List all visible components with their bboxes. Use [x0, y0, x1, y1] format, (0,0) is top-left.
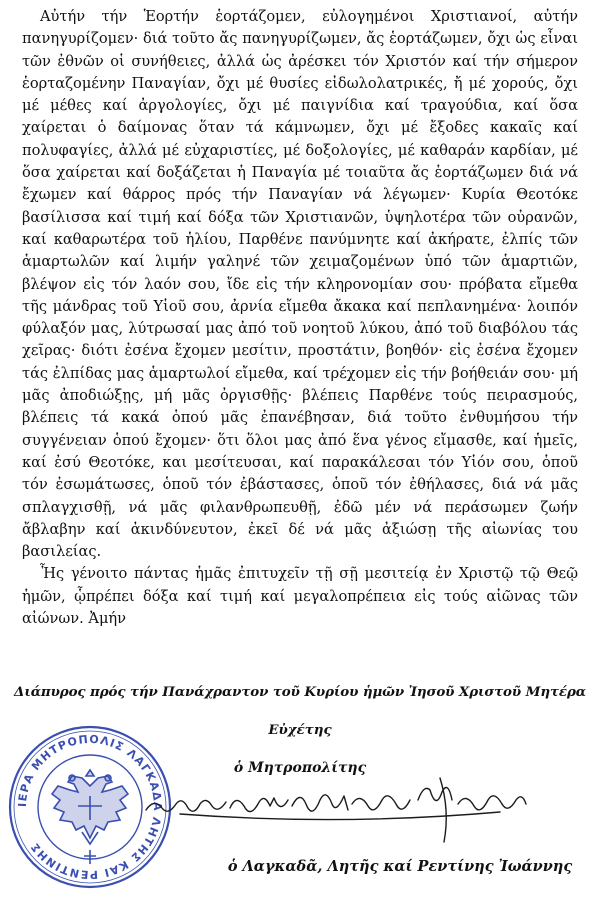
seal-legend: ΙΕΡΑ ΜΗΤΡΟΠΟΛΙΣ ΛΑΓΚΑΔΑ ΛΗΤΗΣ ΚΑΙ ΡΕΝΤΙΝΗΣ — [15, 732, 165, 882]
closing-title: Διάπυρος πρός τήν Πανάχραντον τοῦ Κυρίου ἡμῶν Ἰησοῦ Χριστοῦ Μητέρα — [14, 684, 586, 700]
greeting: Εὐχέτης — [268, 722, 332, 738]
handwritten-signature — [140, 770, 530, 850]
signature-name: ὁ Λαγκαδᾶ, Λητῆς καί Ρεντίνης Ἰωάννης — [227, 858, 573, 875]
paragraph-doxology: Ἧς γένοιτο πάντας ἡμᾶς ἐπιτυχεῖν τῇ σῇ μεσιτείᾳ ἐν Χριστῷ τῷ Θεῷ ἡμῶν, ᾧπρέπει δόξα καί τιμή καί μεγαλοπρέπεια εἰς τούς αἰῶνας τῶν αἰώνων. Ἀμήν — [22, 565, 578, 628]
sermon-body — [22, 6, 578, 630]
double-headed-eagle-icon — [52, 770, 128, 844]
metropolitan-title: ὁ Μητροπολίτης — [233, 760, 367, 776]
cross-icon — [84, 850, 96, 864]
paragraph-main: Αὐτήν τήν Ἑορτήν ἑορτάζομεν, εὐλογημένοι Χριστιανοί, αὐτήν πανηγυρίζομεν· διά τοῦτο ἄς πανηγυρίζωμεν, ἄς ἑορτάζωμεν, ὄχι ὡς εἶναι τῶν ἐθνῶν οἱ συνήθειες, ἀλλά ὡς ἀρέσκει τόν Χριστόν καί τήν σήμερον ἑορταζομένην Παναγίαν, ὄχι μέ θυσίες εἰδωλολατρικές, ἤ μέ χορούς, ὄχι μέ μέθες καί ἀργολογίες, ὄχι μέ παιγνίδια καί τραγούδια, καί ὅσα χαίρεται ὁ δαίμονας ὅταν τά κάμνωμεν, ὄχι μέ ἔξοδες κακαῖς καί πολυφαγίες, ἀλλά μέ εὐχαριστίες, μέ δοξολογίες, μέ καθαράν καρδίαν, μέ ὅσα χαίρεται καί δοξάζεται ἡ Παναγία μέ τοιαῦτα ἄς ἑορτάζωμεν διά νά ἔχωμεν καί θάρρος πρός τήν Παναγίαν νά λέγωμεν· Κυρία Θεοτόκε βασίλισσα καί τιμή καί δόξα τῶν Χριστιανῶν, ὑψηλοτέρα τῶν οὐρανῶν, καί καθαρωτέρα τοῦ ἡλίου, Παρθένε πανύμνητε καί ἀκήρατε, ἐλπίς τῶν ἁμαρτωλῶν καί λιμήν γαληνέ τῶν χειμαζομένων ὑπό τῶν ἁμαρτιῶν, βλέψον εἰς τόν λαόν σου, ἴδε εἰς τήν κληρονομίαν σου· πρόβατα εἴμεθα τῆς μάνδρας τοῦ Υἱοῦ σου, ἀρνία εἴμεθα ἄκακα καί πεπλανημένα· λοιπόν φύλαξόν μας, λύτρωσαί μας ἀπό τοῦ νοητοῦ λύκου, ἀπό τοῦ διαβόλου τάς χεῖρας· διότι ἐσένα ἔχομεν μεσίτιν, προστάτιν, βοηθόν· εἰς ἐσένα ἔχομεν τάς ἐλπίδας μας ἁμαρτωλοί εἴμεθα, καί τρέχομεν εἰς τήν βοήθειάν σου· μή μᾶς ἀποδιώξῃς, μή μᾶς ὀργισθῇς· βλέπεις Παρθένε τούς πειρασμούς, βλέπεις τά κακά ὁπού μᾶς ἐπανέβησαν, διά τοῦτο ἐνθυμήσου τήν συγγένειαν ὁπού ἔχομεν· ὅτι ὅλοι μας ἀπό ἕνα γένος εἴμασθε, καί ἡμεῖς, καί ἐσύ Θεοτόκε, και μεσίτευσαι, καί παρακάλεσαι τόν Υἱόν σου, ὁποῦ τόν ἐσωμάτωσες, ὁποῦ τόν ἐβάστασες, ὁποῦ τόν ἐθήλασες, διά νά μᾶς σπλαγχισθῇ, νά μᾶς φιλανθρωπευθῇ, ἐδῶ μέν νά περάσωμεν ζωήν ἄβλαβην καί ἀκινδύνευτον, ἐκεῖ δέ νά μᾶς ἀξιώσῃ τῆς αἰωνίας του βασιλείας. — [22, 8, 578, 561]
